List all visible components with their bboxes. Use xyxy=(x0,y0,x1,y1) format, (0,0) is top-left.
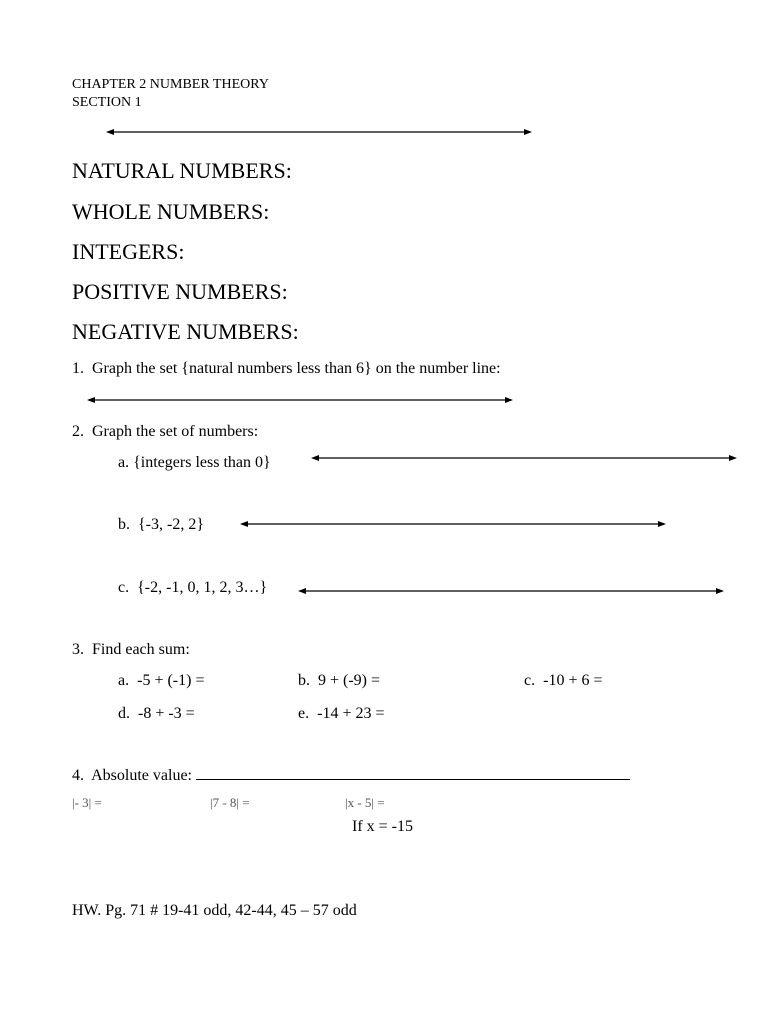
question-2-text: Graph the set of numbers: xyxy=(92,423,259,440)
question-1-number: 1. xyxy=(72,360,84,377)
number-line-top[interactable] xyxy=(106,126,532,138)
question-1-text: Graph the set {natural numbers less than 6} on the number line: xyxy=(92,360,501,377)
question-4-text: Absolute value: xyxy=(91,767,192,784)
sum-item-b-text: 9 + (-9) = xyxy=(318,672,381,689)
sum-item-d xyxy=(118,704,195,723)
question-2b-label: b. xyxy=(118,516,130,533)
homework-assignment: HW. Pg. 71 # 19-41 odd, 42-44, 45 – 57 odd xyxy=(72,902,357,919)
section-title: SECTION 1 xyxy=(72,95,142,110)
definition-integers: INTEGERS: xyxy=(72,239,185,264)
sum-item-b xyxy=(298,671,380,690)
sum-item-d-label: d. xyxy=(118,705,130,722)
sum-item-c-text: -10 + 6 = xyxy=(543,672,603,689)
question-2-number: 2. xyxy=(72,423,84,440)
abs-expression-3: |x - 5| = xyxy=(345,795,385,810)
definition-natural-numbers: NATURAL NUMBERS: xyxy=(72,158,292,183)
question-3-text: Find each sum: xyxy=(92,641,190,658)
condition-text: If x = -15 xyxy=(352,818,414,835)
question-4-number: 4. xyxy=(72,767,84,784)
sum-item-c-label: c. xyxy=(524,672,536,689)
question-2a-text: {integers less than 0} xyxy=(133,454,271,471)
question-2a-label: a. xyxy=(118,454,130,471)
sum-item-e-label: e. xyxy=(298,705,310,722)
number-line-q1[interactable] xyxy=(87,394,513,406)
sum-item-c xyxy=(524,671,602,690)
question-1 xyxy=(72,359,501,378)
sum-item-a-text: -5 + (-1) = xyxy=(137,672,205,689)
question-3-number: 3. xyxy=(72,641,84,658)
question-2c-label: c. xyxy=(118,579,130,596)
question-2c-text: {-2, -1, 0, 1, 2, 3…} xyxy=(137,579,268,596)
number-line-q2a[interactable] xyxy=(311,452,737,464)
sum-item-e xyxy=(298,704,384,723)
question-3 xyxy=(72,640,190,659)
question-4 xyxy=(72,765,630,785)
question-2 xyxy=(72,422,258,441)
question-2b xyxy=(118,515,204,534)
abs-expression-1: |- 3| = xyxy=(72,795,102,810)
number-line-q2b[interactable] xyxy=(240,518,666,530)
question-2b-text: {-3, -2, 2} xyxy=(138,516,205,533)
sum-item-e-text: -14 + 23 = xyxy=(317,705,385,722)
definition-whole-numbers: WHOLE NUMBERS: xyxy=(72,199,270,224)
sum-item-d-text: -8 + -3 = xyxy=(138,705,195,722)
absolute-value-answer-line[interactable] xyxy=(196,765,630,780)
sum-item-a xyxy=(118,671,204,690)
definition-negative-numbers: NEGATIVE NUMBERS: xyxy=(72,319,299,344)
definition-positive-numbers: POSITIVE NUMBERS: xyxy=(72,279,288,304)
sum-item-a-label: a. xyxy=(118,672,130,689)
sum-item-b-label: b. xyxy=(298,672,310,689)
question-2a xyxy=(118,453,271,472)
abs-expression-2: |7 - 8| = xyxy=(210,795,250,810)
number-line-q2c[interactable] xyxy=(298,585,724,597)
question-2c xyxy=(118,578,267,597)
chapter-title: CHAPTER 2 NUMBER THEORY xyxy=(72,77,269,92)
